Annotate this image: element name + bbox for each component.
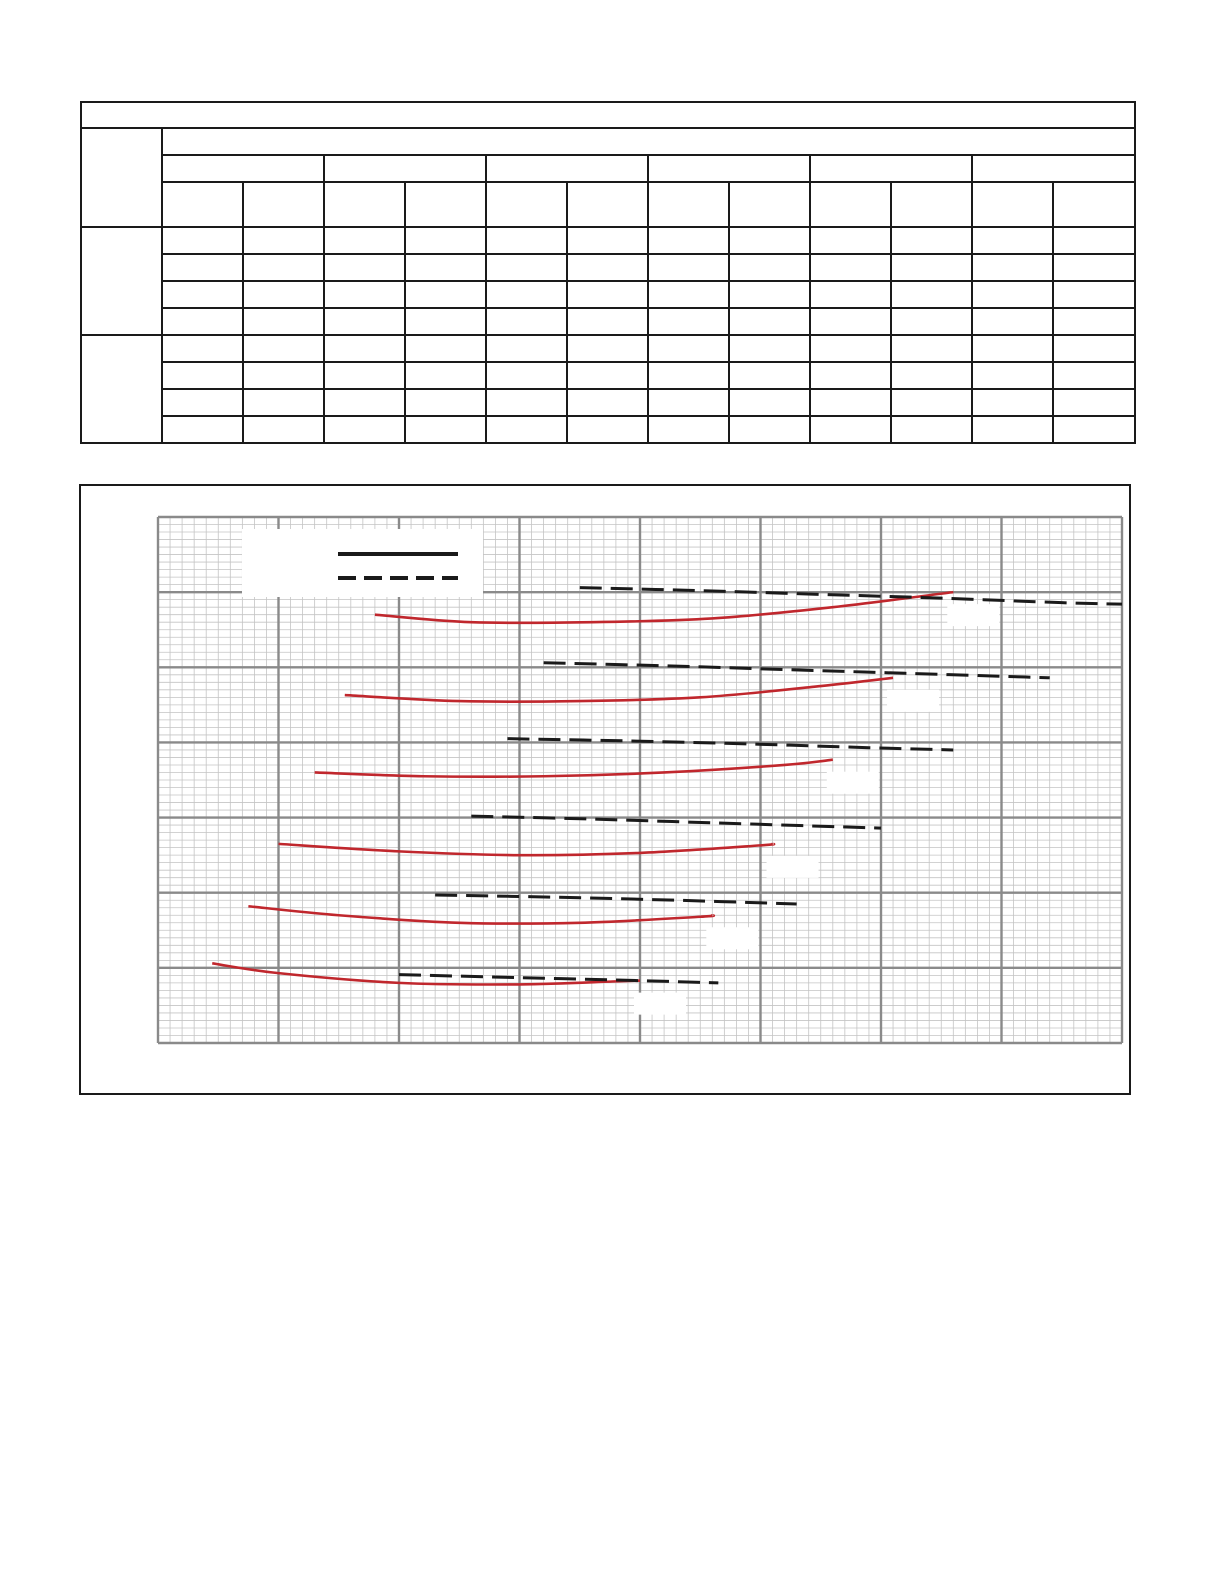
column-subheader	[324, 182, 405, 227]
column-subheader	[1053, 182, 1135, 227]
table-cell	[162, 389, 243, 416]
table-cell	[729, 254, 810, 281]
temperature-column-header	[162, 155, 324, 182]
row-group-header	[81, 128, 162, 227]
curve-label-box-2	[887, 690, 939, 712]
table-cell	[972, 227, 1053, 254]
table-cell	[405, 227, 486, 254]
table-cell	[162, 281, 243, 308]
column-subheader	[891, 182, 972, 227]
table-cell	[648, 416, 729, 443]
table-cell	[405, 254, 486, 281]
curve-label-box-0	[947, 604, 999, 626]
table-cell	[243, 362, 324, 389]
table-title	[81, 102, 1135, 128]
column-subheader	[729, 182, 810, 227]
table-cell	[648, 254, 729, 281]
table-cell	[729, 227, 810, 254]
table-cell	[891, 254, 972, 281]
table-cell	[162, 254, 243, 281]
table-cell	[648, 362, 729, 389]
column-subheader	[810, 182, 891, 227]
table-cell	[810, 416, 891, 443]
table-cell	[162, 416, 243, 443]
performance-table	[80, 101, 1136, 444]
table-cell	[648, 308, 729, 335]
table-cell	[567, 389, 648, 416]
table-cell	[972, 254, 1053, 281]
table-cell	[567, 308, 648, 335]
table-cell	[486, 335, 567, 362]
table-cell	[729, 416, 810, 443]
table-cell	[324, 389, 405, 416]
row-group-label	[81, 227, 162, 335]
table-cell	[405, 281, 486, 308]
table-cell	[405, 362, 486, 389]
table-cell	[567, 335, 648, 362]
table-cell	[972, 308, 1053, 335]
table-cell	[162, 227, 243, 254]
table-cell	[162, 308, 243, 335]
table-cell	[1053, 308, 1135, 335]
temperature-column-header	[648, 155, 810, 182]
table-cell	[891, 416, 972, 443]
table-cell	[972, 416, 1053, 443]
column-subheader	[972, 182, 1053, 227]
table-cell	[729, 389, 810, 416]
table-cell	[324, 362, 405, 389]
table-cell	[324, 227, 405, 254]
column-group-header	[162, 128, 1135, 155]
table-row	[81, 416, 1135, 443]
table-cell	[486, 389, 567, 416]
table-cell	[891, 281, 972, 308]
table-cell	[648, 389, 729, 416]
performance-chart	[79, 484, 1131, 1095]
table-cell	[729, 335, 810, 362]
table-cell	[486, 254, 567, 281]
table-cell	[972, 362, 1053, 389]
table-cell	[1053, 416, 1135, 443]
table-cell	[486, 281, 567, 308]
table-cell	[891, 335, 972, 362]
table-cell	[810, 281, 891, 308]
table-cell	[243, 227, 324, 254]
table-row	[81, 389, 1135, 416]
table-cell	[324, 335, 405, 362]
table-cell	[243, 254, 324, 281]
table-cell	[648, 281, 729, 308]
table-cell	[324, 416, 405, 443]
table-cell	[162, 362, 243, 389]
table-row	[81, 308, 1135, 335]
curve-label-box-6	[767, 856, 819, 878]
table-cell	[243, 389, 324, 416]
table-row	[81, 254, 1135, 281]
table-cell	[729, 308, 810, 335]
table-row	[81, 335, 1135, 362]
table-cell	[891, 389, 972, 416]
table-row	[81, 281, 1135, 308]
table-cell	[567, 416, 648, 443]
table-cell	[486, 362, 567, 389]
table-cell	[810, 362, 891, 389]
table-cell	[891, 227, 972, 254]
curve-label-box-4	[827, 772, 879, 794]
table-cell	[648, 335, 729, 362]
table-cell	[648, 227, 729, 254]
table-cell	[972, 335, 1053, 362]
table-cell	[972, 281, 1053, 308]
curve-label-box-10	[634, 993, 686, 1015]
table-cell	[567, 362, 648, 389]
table-cell	[729, 281, 810, 308]
table-cell	[891, 362, 972, 389]
table-row	[81, 227, 1135, 254]
table-cell	[324, 254, 405, 281]
row-group-label	[81, 335, 162, 443]
table-cell	[810, 227, 891, 254]
table-cell	[243, 416, 324, 443]
table-cell	[567, 227, 648, 254]
curve-label-box-8	[706, 927, 758, 949]
column-subheader	[567, 182, 648, 227]
table-cell	[972, 389, 1053, 416]
table-cell	[1053, 254, 1135, 281]
temperature-column-header	[486, 155, 648, 182]
table-cell	[405, 335, 486, 362]
table-cell	[486, 227, 567, 254]
temperature-column-header	[810, 155, 972, 182]
table-cell	[1053, 281, 1135, 308]
table-cell	[162, 335, 243, 362]
table-cell	[405, 389, 486, 416]
column-subheader	[486, 182, 567, 227]
table-cell	[243, 335, 324, 362]
table-cell	[567, 281, 648, 308]
column-subheader	[405, 182, 486, 227]
table-cell	[810, 335, 891, 362]
column-subheader	[243, 182, 324, 227]
table-cell	[486, 308, 567, 335]
table-cell	[405, 416, 486, 443]
column-subheader	[648, 182, 729, 227]
column-subheader	[162, 182, 243, 227]
table-cell	[810, 254, 891, 281]
table-cell	[810, 308, 891, 335]
table-cell	[486, 416, 567, 443]
table-cell	[243, 308, 324, 335]
table-cell	[324, 281, 405, 308]
table-cell	[1053, 362, 1135, 389]
table-cell	[567, 254, 648, 281]
chart-legend	[242, 529, 483, 597]
table-cell	[1053, 389, 1135, 416]
temperature-column-header	[972, 155, 1135, 182]
table-cell	[810, 389, 891, 416]
table-cell	[1053, 227, 1135, 254]
table-cell	[1053, 335, 1135, 362]
table-cell	[729, 362, 810, 389]
table-cell	[891, 308, 972, 335]
table-cell	[324, 308, 405, 335]
table-cell	[243, 281, 324, 308]
table-row	[81, 362, 1135, 389]
table-cell	[405, 308, 486, 335]
temperature-column-header	[324, 155, 486, 182]
legend-box	[242, 529, 483, 597]
